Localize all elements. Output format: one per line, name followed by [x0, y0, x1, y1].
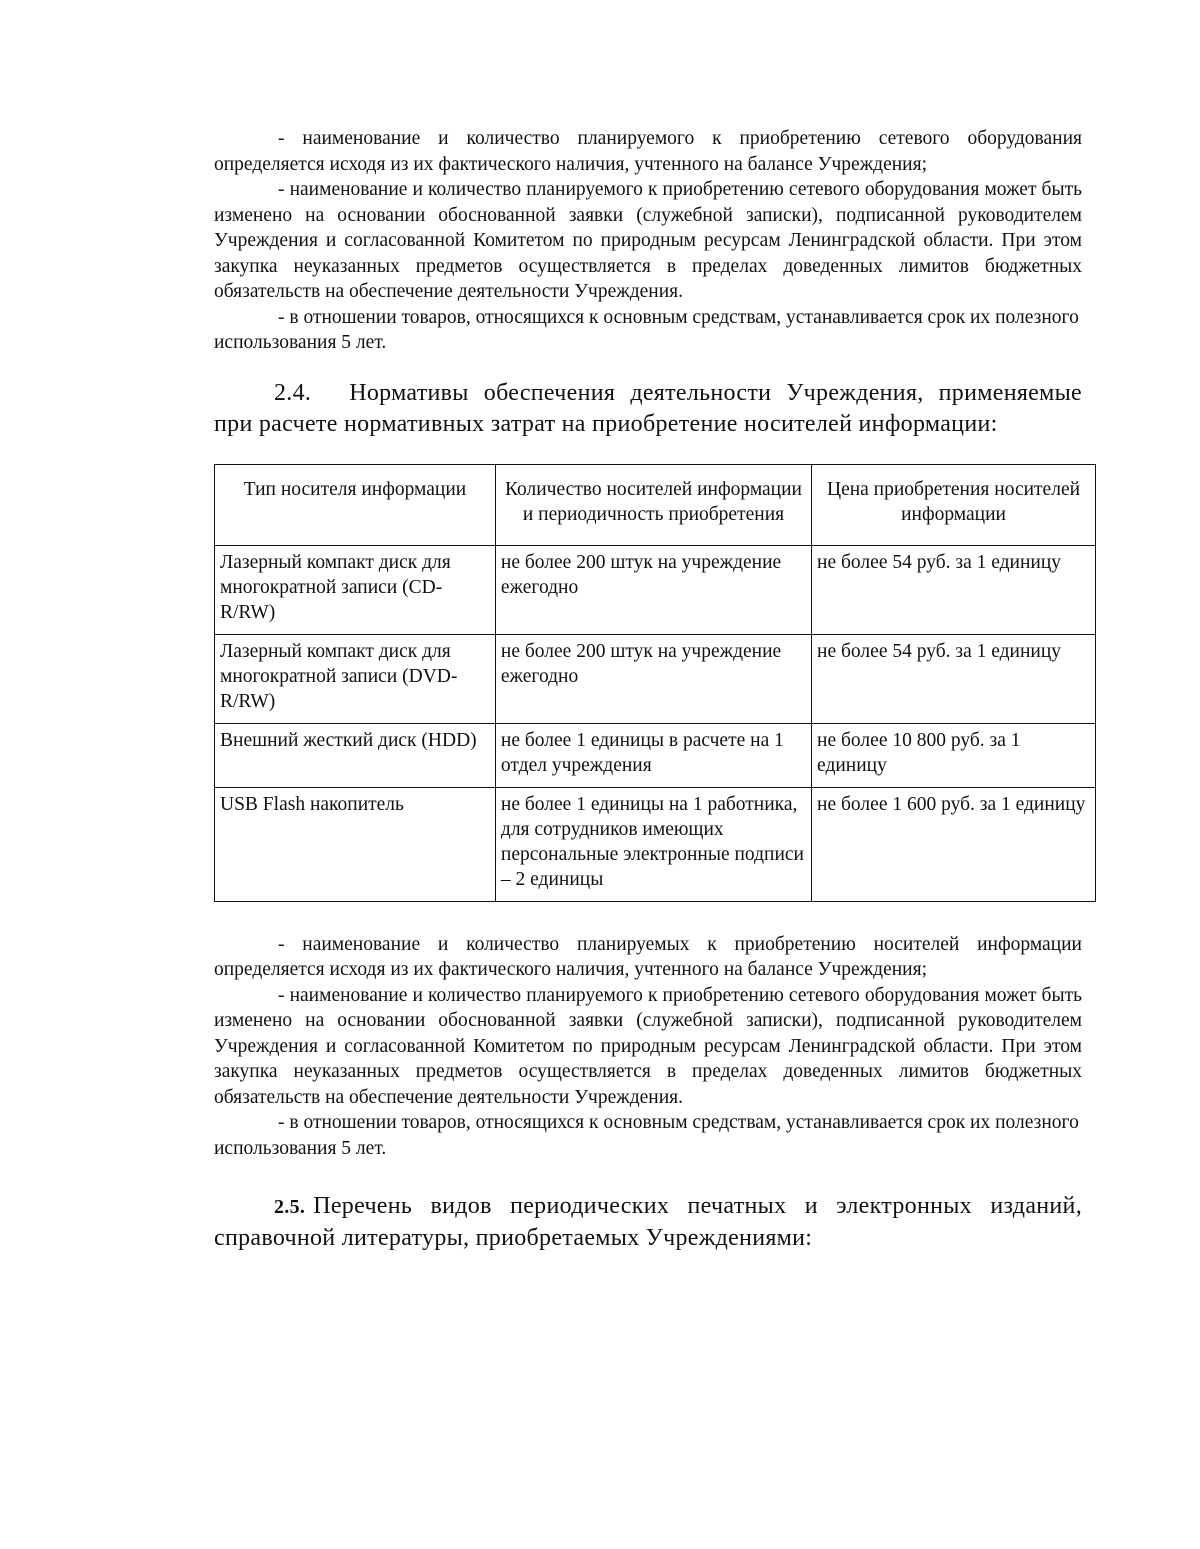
table-row	[215, 787, 1096, 901]
table-cell-quantity: не более 1 единицы в расчете на 1 отдел учреждения	[495, 723, 811, 787]
table-cell-media-type: Внешний жесткий диск (HDD)	[215, 723, 496, 787]
table-header-price: Цена приобретения носителей информации	[812, 464, 1096, 545]
table-row	[215, 634, 1096, 723]
table-cell-price: не более 10 800 руб. за 1 единицу	[812, 723, 1096, 787]
paragraph-network-equipment-quantity: - наименование и количество планируемого к приобретению сетевого оборудования определяется исходя из их фактического наличия, учтенного на балансе Учреждения;	[214, 128, 1082, 175]
table-row	[215, 723, 1096, 787]
table-header-media-type: Тип носителя информации	[215, 464, 496, 545]
section-title-2-5: Перечень видов периодических печатных и электронных изданий, справочной литературы, приобретаемых Учреждениями:	[214, 1193, 1082, 1251]
section-number-2-5: 2.5.	[274, 1196, 306, 1218]
section-heading-2-5	[214, 1191, 1082, 1254]
document-page	[214, 126, 1086, 1254]
table-cell-quantity: не более 1 единицы на 1 работника, для сотрудников имеющих персональные электронные подписи – 2 единицы	[495, 787, 811, 901]
paragraph-useful-life-2: - в отношении товаров, относящихся к основным средствам, устанавливается срок их полезного использования 5 лет.	[214, 1112, 1079, 1159]
paragraph-media-quantity: - наименование и количество планируемых к приобретению носителей информации определяется исходя из их фактического наличия, учтенного на балансе Учреждения;	[214, 933, 1082, 980]
paragraph-network-equipment-change: - наименование и количество планируемого к приобретению сетевого оборудования может быть изменено на основании обоснованной заявки (служебной записки), подписанной руководителем Учреждения и согласованной Комитетом по природным ресурсам Ленинградской области. При этом закупка неуказанных предметов осуществляется в пределах доведенных лимитов бюджетных обязательств на обеспечение деятельности Учреждения.	[214, 179, 1082, 302]
table-cell-price: не более 54 руб. за 1 единицу	[812, 634, 1096, 723]
table-row	[215, 545, 1096, 634]
table-cell-media-type: Лазерный компакт диск для многократной записи (CD-R/RW)	[215, 545, 496, 634]
table-cell-price: не более 1 600 руб. за 1 единицу	[812, 787, 1096, 901]
section-number-2-4: 2.4.	[274, 379, 312, 406]
section-heading-2-4	[214, 378, 1082, 440]
table-cell-price: не более 54 руб. за 1 единицу	[812, 545, 1096, 634]
table-cell-media-type: USB Flash накопитель	[215, 787, 496, 901]
table-cell-media-type: Лазерный компакт диск для многократной записи (DVD-R/RW)	[215, 634, 496, 723]
table-header-quantity: Количество носителей информации и периодичность приобретения	[495, 464, 811, 545]
table-cell-quantity: не более 200 штук на учреждение ежегодно	[495, 545, 811, 634]
storage-media-table	[214, 464, 1096, 902]
section-title-2-4: Нормативы обеспечения деятельности Учреждения, применяемые при расчете нормативных затрат на приобретение носителей информации:	[214, 379, 1082, 437]
table-header-row	[215, 464, 1096, 545]
paragraph-network-equipment-change-2: - наименование и количество планируемого к приобретению сетевого оборудования может быть изменено на основании обоснованной заявки (служебной записки), подписанной руководителем Учреждения и согласованной Комитетом по природным ресурсам Ленинградской области. При этом закупка неуказанных предметов осуществляется в пределах доведенных лимитов бюджетных обязательств на обеспечение деятельности Учреждения.	[214, 984, 1082, 1108]
paragraph-useful-life: - в отношении товаров, относящихся к основным средствам, устанавливается срок их полезного использования 5 лет.	[214, 306, 1079, 353]
table-cell-quantity: не более 200 штук на учреждение ежегодно	[495, 634, 811, 723]
